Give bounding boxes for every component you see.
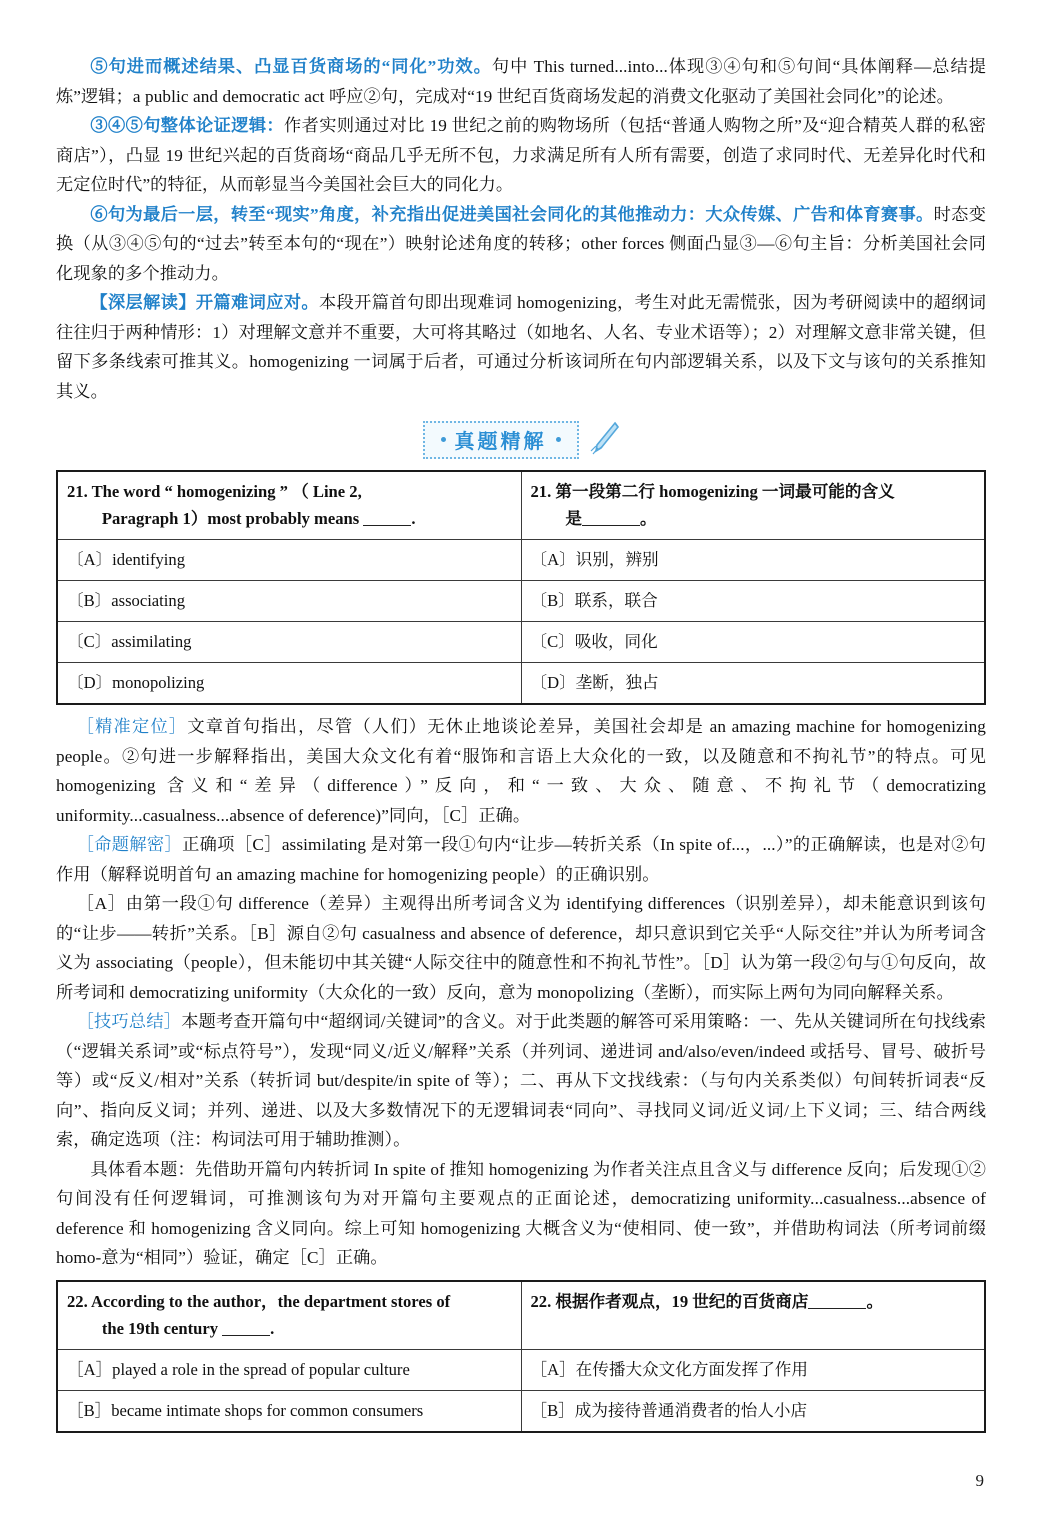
table-row [57,1390,985,1432]
question-21-stem-chinese [521,471,985,540]
section-banner-box [423,421,579,459]
table-row [57,622,985,663]
question-22-stem-en-line2: the 19th century . [101,1318,275,1338]
analysis-paragraph-2-lead: ③④⑤句整体论证逻辑： [90,116,285,135]
pen-icon [590,421,620,460]
question-21-stem-cn-line1: 21. 第一段第二行 homogenizing 一词最可能的含义 [530,482,895,501]
question-22-stem-en-line1: 22. According to the author，the department stores of [67,1291,451,1311]
explanation-paragraph-distractors: ［A］由第一段①句 difference（差异）主观得出所考词含义为 identifying differences（识别差异），却未能意识到该句的“让步——转折”关系。［B］源自②句 casualness and absence of deference，却只意识到它关乎“人际交往”并认为所考词含义为 associating（people），但未能切中其关键“人际交往中的随意性和不拘礼节性”。［D］认为第一段②句与①句反向，故所考词和 democratizing uniformity（大众化的一致）反向，意为 monopolizing（垄断），而实际上两句为同向解释关系。 [56,894,986,1002]
table-row [57,581,985,622]
question-22-stem-english [57,1281,521,1350]
explanation-paragraph-1-body: 文章首句指出，尽管（人们）无休止地谈论差异，美国社会却是 an amazing machine for homogenizing people。②句进一步解释指出，美国大众文化有着“服饰和言语上大众化的一致，以及随意和不拘礼节”的特点。可见 homogenizing 含义和“差异（difference）”反向，和“一致、大众、随意、不拘礼节（democratizing uniformity...casualness...absence of deference)”同向，［C］正确。 [56,717,987,825]
precise-location-tag: ［精准定位］ [76,717,188,736]
analysis-paragraph-1-body: 句中 This turned...into...体现③④句和⑤句间“具体阐释—总结提炼”逻辑；a public and democratic act 呼应②句，完成对“19 世纪百货商场发起的消费文化驱动了美国社会同化”的论述。 [56,57,986,106]
deep-reading-title: 开篇难词应对。 [195,293,320,312]
banner-dot-left-icon [441,437,446,442]
table-row [57,663,985,705]
explanation-paragraph-technique-summary [56,1007,986,1155]
banner-dot-right-icon [556,437,561,442]
question-22-option-a-en[interactable]: ［A］played a role in the spread of popular culture [57,1349,521,1390]
question-21-table [56,470,986,705]
question-21-stem-english [57,471,521,540]
section-banner [56,420,986,460]
analysis-paragraph-4-body: 本段开篇首句即出现难词 homogenizing，考生对此无需慌张，因为考研阅读中的超纲词往往归于两种情形：1）对理解文意并不重要，大可将其略过（如地名、人名、专业术语等）；2）对理解文意非常关键，但留下多条线索可推其义。homogenizing 一词属于后者，可通过分析该词所在句内部逻辑关系，以及下文与该句的关系推知其义。 [56,293,986,401]
analysis-paragraph-3-body: 时态变换（从③④⑤句的“过去”转至本句的“现在”）映射论述角度的转移；other forces 侧面凸显③—⑥句主旨：分析美国社会同化现象的多个推动力。 [56,204,986,283]
question-22-number-cn: 22. [530,1291,552,1311]
analysis-paragraph-2-body: 作者实则通过对比 19 世纪之前的购物场所（包括“普通人购物之所”及“迎合精英人群的私密商店”），凸显 19 世纪兴起的百货商场“商品几乎无所不包，力求满足所有人所有需要，创造了求同时代、无差异化时代和无定位时代”的特征，从而彰显当今美国社会巨大的同化力。 [56,116,986,194]
deep-reading-tag: 【深层解读】 [90,293,196,312]
answer-blank-cn [808,1308,866,1309]
analysis-paragraph-1-lead: ⑤句进而概述结果、凸显百货商场的“同化”功效。 [90,57,492,76]
page-number: 9 [975,1471,984,1490]
analysis-paragraph-2 [56,111,986,200]
section-banner-title: 真题精解 [454,429,547,453]
question-22-option-a-cn[interactable]: ［A］在传播大众文化方面发挥了作用 [521,1349,985,1390]
answer-blank-cn [582,525,640,526]
question-22-option-b-cn[interactable]: ［B］成为接待普通消费者的怡人小店 [521,1390,985,1432]
analysis-paragraph-3-lead: ⑥句为最后一层，转至“现实”角度，补充指出促进美国社会同化的其他推动力：大众传媒、广告和体育赛事。 [90,204,934,224]
explanation-paragraph-conclusion: 具体看本题：先借助开篇句内转折词 In spite of 推知 homogenizing 为作者关注点且含义与 difference 反向；后发现①②句间没有任何逻辑词，可推测该句为对开篇句主要观点的正面论述，democratizing uniformity...casualness...absence of deference 和 homogenizing 含义同向。综上可知 homogenizing 大概含义为“使相同、使一致”，并借助构词法（所考词前缀 homo-意为“相同”）验证，确定［C］正确。 [56,1159,986,1267]
question-decode-tag: ［命题解密］ [76,835,183,854]
explanation-paragraph-2-body: 正确项［C］assimilating 是对第一段①句内“让步—转折关系（In spite of...，...）”的正确解读，也是对②句作用（解释说明首句 an amazing machine for homogenizing people）的正确识别。 [56,835,986,884]
technique-summary-tag: ［技巧总结］ [76,1012,182,1031]
explanation-paragraph-precise-location [56,712,986,830]
analysis-paragraph-3 [56,200,986,289]
analysis-section-top [56,52,986,406]
question-21-stem-en-line1: 21. The word “ homogenizing ” （ Line 2, [67,482,362,501]
analysis-paragraph-4 [56,288,986,406]
question-22-table [56,1280,986,1433]
table-row-stem [57,471,985,540]
question-21-stem-cn-line2: 是 。 [565,509,657,528]
question-21-number-cn: 21. [530,482,552,501]
question-21-option-d-en[interactable]: 〔D〕monopolizing [57,663,521,705]
question-21-option-a-en[interactable]: 〔A〕identifying [57,540,521,581]
question-21-option-b-cn[interactable]: 〔B〕联系，联合 [521,581,985,622]
question-22-option-b-en[interactable]: ［B］became intimate shops for common consumers [57,1390,521,1432]
question-21-option-a-cn[interactable]: 〔A〕识别，辨别 [521,540,985,581]
question-21-number-en: 21. [67,482,88,501]
question-21-option-c-en[interactable]: 〔C〕assimilating [57,622,521,663]
answer-blank-en [222,1335,270,1336]
explanation-paragraph-4-body: 本题考查开篇句中“超纲词/关键词”的含义。对于此类题的解答可采用策略：一、先从关键词所在句找线索（“逻辑关系词”或“标点符号”），发现“同义/近义/解释”关系（并列词、递进词 and/also/even/indeed 或括号、冒号、破折号等）或“反义/相对”关系（转折词 but/despite/in spite of 等）；二、再从下文找线索：（与句内关系类似）句间转折词表“反向”、指向反义词；并列、递进、以及大多数情况下的无逻辑词表“同向”、寻找同义词/近义词/上下义词；三、结合两线索，确定选项（注：构词法可用于辅助推测）。 [56,1012,986,1149]
question-21-stem-en-line2: Paragraph 1）most probably means . [101,509,416,528]
answer-blank-en [363,525,411,526]
explanation-section [56,712,986,1273]
table-row-stem [57,1281,985,1350]
table-row [57,540,985,581]
question-21-option-c-cn[interactable]: 〔C〕吸收，同化 [521,622,985,663]
analysis-paragraph-1 [56,52,986,111]
question-22-stem-cn-line1: 22. 根据作者观点，19 世纪的百货商店 。 [530,1291,884,1311]
question-21-option-b-en[interactable]: 〔B〕associating [57,581,521,622]
table-row [57,1349,985,1390]
question-21-option-d-cn[interactable]: 〔D〕垄断，独占 [521,663,985,705]
explanation-paragraph-question-decode [56,830,986,889]
question-22-number-en: 22. [67,1291,88,1311]
question-22-stem-chinese [521,1281,985,1350]
